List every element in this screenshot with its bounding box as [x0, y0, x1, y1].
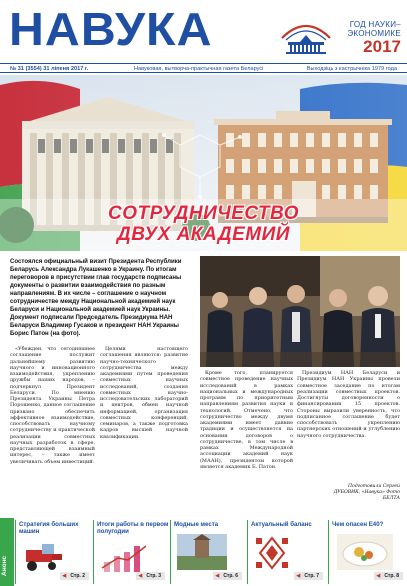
year-line-1: ГОД НАУКИ– — [349, 20, 401, 29]
year-number: 2017 — [363, 37, 401, 56]
delegations-photo — [200, 256, 400, 367]
teaser-item[interactable] — [170, 520, 246, 584]
teaser-title: Итоги работы в первом полугодии — [97, 521, 169, 535]
teaser-title: Стратегия больших машин — [19, 521, 79, 535]
issue-number: № 31 (3554) 31 ліпеня 2017 г. — [10, 65, 89, 72]
issue-bar — [0, 63, 407, 73]
teaser-title: Чем опасен E40? — [332, 521, 384, 528]
teaser-page: ◀ Стр. 6 — [213, 572, 242, 580]
teaser-page: ◀ Стр. 7 — [294, 572, 323, 580]
teaser-title: Актуальный баланс — [251, 521, 312, 528]
headline-line-1: СОТРУДНИЧЕСТВО — [107, 203, 300, 224]
teaser-page: ◀ Стр. 8 — [374, 572, 403, 580]
growth-chart-icon — [100, 544, 150, 574]
anons-label-box — [0, 518, 14, 586]
teaser-page: ◀ Стр. 3 — [136, 572, 165, 580]
signing-ceremony-image — [200, 256, 400, 367]
article-column-3 — [200, 370, 293, 514]
column-4-text: Президиум НАН Беларуси и Президиум НАН Украины провели совместное заседание по итогам реализации совместных проектов. Достигнуты договоренности о финансировании 15 проектов. Стороны выразили уверенность, что подписанное соглашение будет способствовать укреплению партнерских отношений и углублению научного сотрудничества. — [297, 370, 400, 439]
food-plate-icon — [337, 534, 393, 570]
harvester-icon — [20, 544, 64, 572]
teaser-title: Модные места — [174, 521, 219, 528]
academy-building-icon — [278, 16, 334, 56]
article-column-2 — [100, 346, 188, 514]
masthead — [0, 0, 407, 62]
photo-credit: Подготовили Сергей ДУБОВИК, «Навука» Фото БЕЛТА — [333, 484, 400, 501]
column-2-text: Целями настоящего соглашения являются: развитие научно-технического сотрудничества между академиями путем проведения совместных научных исследований, создания совместных научно-исследовательских лабораторий и центров, обмен научной информацией, организация совместных конференций, семинаров, а также подготовка кадров высшей научной квалификации. — [100, 346, 188, 440]
newspaper-logo[interactable]: НАВУКА — [9, 3, 213, 55]
published-since: Выходзіць з кастрычніка 1979 года — [306, 65, 397, 72]
paper-description: Навуковая, вытворча-практычная газета Беларусі — [134, 65, 264, 72]
article-column-1 — [10, 346, 95, 514]
teaser-item[interactable] — [93, 520, 169, 584]
column-3-text: Кроме того, планируется совместное проведение научных исследований в рамках национальных и международных программ по приоритетным направлениям развития науки и технологий. Отмечено, что сотрудничество между двумя академиями имеет давние традиции и осуществляется на основании договоров о сотрудничестве, в том числе в рамках Международной ассоциации академий наук (МААН), президентом которой является академик Б. Патон. — [200, 370, 293, 470]
landmark-photo-icon — [177, 534, 227, 570]
teaser-item[interactable] — [247, 520, 327, 584]
ornament-icon — [254, 536, 290, 570]
column-1-text: «Убежден, что сегодняшнее соглашение послужит дальнейшему развитию научного и инновационного взаимодействия, укреплению дружбы наших народов, – подчеркнул Президент Беларуси. По мнению Президента Украины Петра Порошенко, данное соглашение призвано обеспечить эффективное взаимодействие, способствовать научному сотрудничеству и практической реализации совместных научных разработок в сфере, представляющей взаимный интерес, – также имеет увеличивать объем инвестиций. — [10, 346, 95, 465]
main-headline[interactable] — [0, 203, 407, 245]
lead-paragraph: Состоялся официальный визит Президента Республики Беларусь Александра Лукашенко в Украину. По итогам переговоров в присутствии глав государств подписаны документы о развитии взаимодействия по разным направлениям. В их числе – соглашение о научном сотрудничестве между Национальной академией наук Беларуси и Национальной академией наук Украины. Документ подписали Председатель Президиума НАН Беларуси Владимир Гусаков и президент НАН Украины Борис Патон (на фото). — [10, 258, 182, 338]
teaser-strip — [0, 518, 407, 586]
article-column-4 — [297, 370, 400, 482]
headline-line-2: ДВУХ АКАДЕМИЙ — [117, 224, 290, 245]
teaser-page: ◀ Стр. 2 — [60, 572, 89, 580]
teaser-item[interactable] — [15, 520, 93, 584]
science-year-badge — [335, 20, 401, 55]
teaser-item[interactable] — [328, 520, 407, 584]
year-line-2: ЭКОНОМИКЕ — [347, 29, 401, 38]
anons-label: Анонс — [1, 555, 8, 576]
